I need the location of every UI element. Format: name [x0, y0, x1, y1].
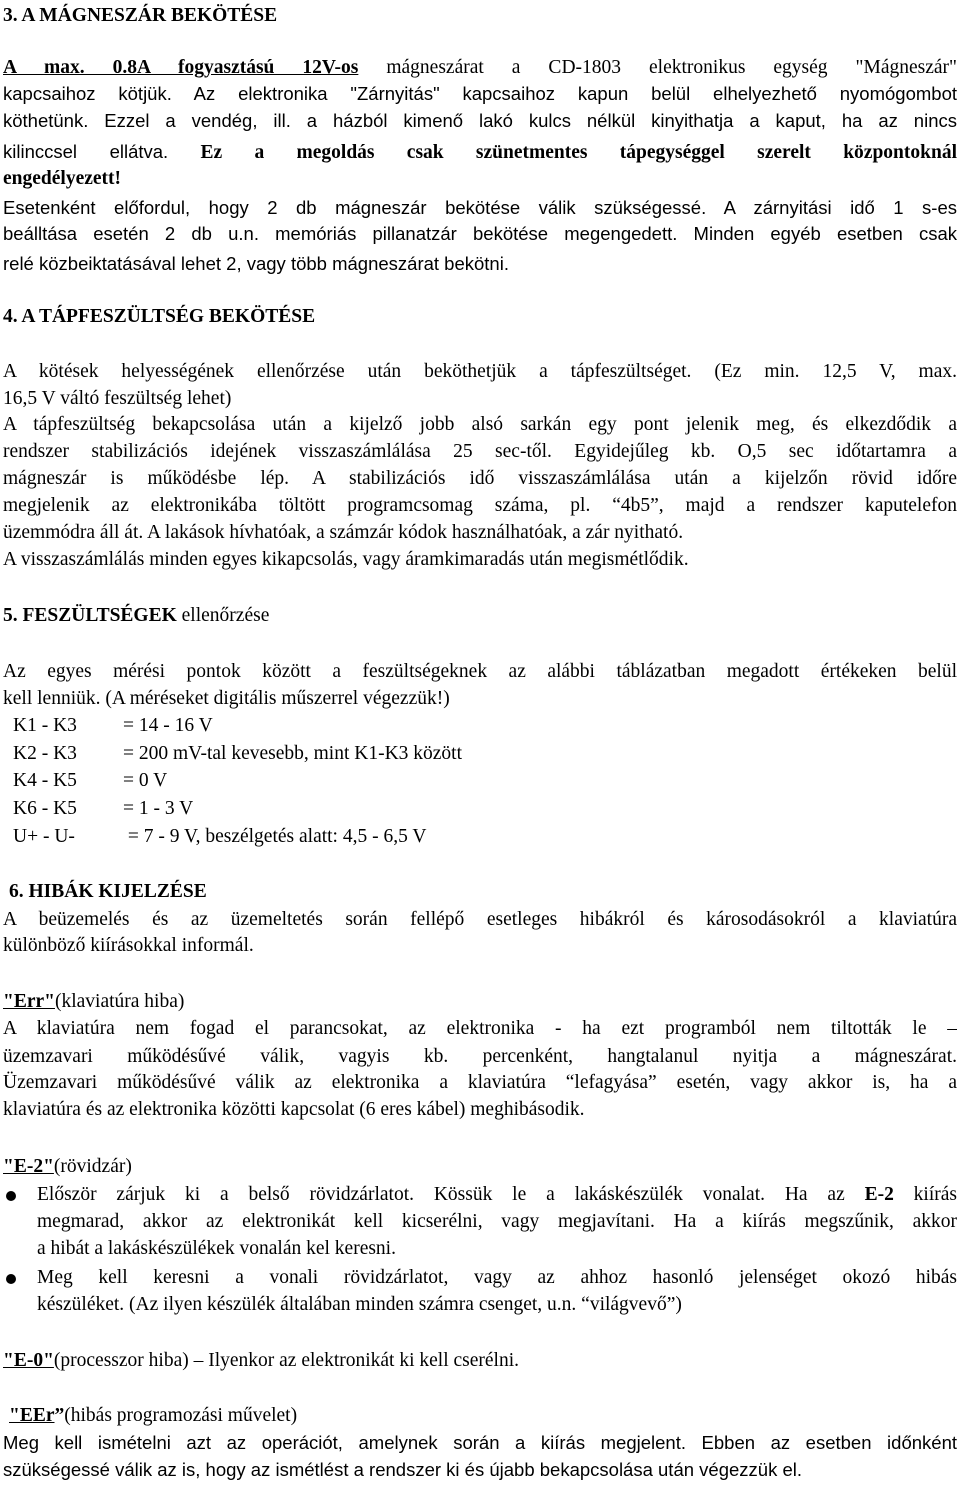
error-code: "E-2" — [3, 1156, 54, 1177]
paragraph-line: rendszer stabilizációs idejének visszaszámlálása 25 sec-től. Egyidejűleg kb. O,5 sec időtartamra a — [3, 441, 957, 462]
paragraph-line: A klaviatúra nem fogad el parancsokat, az elektronika - ha ezt programból nem tiltották le – — [3, 1018, 957, 1039]
paragraph-line: Meg kell ismételni azt az operációt, amelynek során a kiírás megjelent. Ebben az esetben időnként — [3, 1432, 957, 1453]
bullet-line: a hibát a lakáskészülékek vonalán kel keresni. — [37, 1238, 396, 1259]
paragraph-line: szükségessé válik az is, hogy az ismétlést a rendszer ki és újabb bekapcsolása után végezzük el. — [3, 1459, 802, 1480]
voltage-row — [13, 713, 960, 739]
paragraph-line: Az egyes mérési pontok között a feszültségeknek az alábbi táblázatban megadott értékeken belül — [3, 661, 957, 682]
bullet-line: Meg kell keresni a vonali rövidzárlatot, vagy az ahhoz hasonló jelenséget okozó hibás — [37, 1267, 957, 1288]
section-5-heading: 5. FESZÜLTSÉGEK ellenőrzése — [3, 605, 270, 626]
warning-text: Ez a megoldás csak szünetmentes tápegységgel szerelt központoknál — [168, 142, 957, 163]
paragraph-line: Üzemzavari működésűvé válik az elektronika a klaviatúra “lefagyása” esetén, vagy akkor is, ha a — [3, 1072, 957, 1093]
bullet-icon — [6, 1191, 16, 1201]
error-e2-heading: "E-2"(rövidzár) — [3, 1156, 132, 1177]
paragraph-line: mágneszár is működésbe lép. A stabilizációs idő visszaszámlálása után a kijelzőn rövid időre — [3, 468, 957, 489]
paragraph-line: üzemmódra áll át. A lakások hívhatóak, a számzár kódok használhatóak, a zár nyitható. — [3, 522, 684, 543]
measure-points: K6 - K5 — [13, 798, 77, 819]
paragraph-line: beálltása esetén 2 db u.n. memóriás pillanatzár bekötése megengedett. Minden egyéb esetben csak — [3, 223, 957, 244]
voltage-value: = 1 - 3 V — [123, 798, 194, 819]
error-code: "E-0" — [3, 1350, 54, 1371]
warning-text: engedélyezett! — [3, 168, 122, 189]
paragraph-line: köthetünk. Ezzel a vendég, ill. a házból kimenő lakó kulcs nélkül kinyithatja a kaput, ha az nincs — [3, 110, 957, 131]
error-eer-heading: "EEr”(hibás programozási művelet) — [9, 1405, 298, 1426]
bullet-icon — [6, 1274, 16, 1284]
paragraph-line: megjelenik az elektronikába töltött programcsomag száma, pl. “4b5”, majd a rendszer kaputelefon — [3, 495, 957, 516]
measure-points: U+ - U- — [13, 826, 75, 847]
paragraph-line: különböző kiírásokkal informál. — [3, 935, 254, 956]
voltage-value: = 7 - 9 V, beszélgetés alatt: 4,5 - 6,5 V — [123, 826, 427, 847]
voltage-row — [13, 741, 960, 767]
paragraph-line: A tápfeszültség bekapcsolása után a kijelző jobb alsó sarkán egy pont jelenik meg, és elkezdődik a — [3, 414, 957, 435]
paragraph-line: A max. 0.8A fogyasztású 12V-os mágneszárat a CD-1803 elektronikus egység "Mágneszár" — [3, 57, 957, 78]
paragraph-line: A kötések helyességének ellenőrzése után beköthetjük a tápfeszültséget. (Ez min. 12,5 V, max. — [3, 361, 957, 382]
voltage-row — [13, 824, 960, 850]
section-4-heading: 4. A TÁPFESZÜLTSÉG BEKÖTÉSE — [3, 306, 316, 327]
paragraph-line: üzemzavari működésűvé válik, vagyis kb. percenként, hangtalanul nyitja a mágneszárat. — [3, 1046, 957, 1067]
paragraph-line: Esetenként előfordul, hogy 2 db mágneszár bekötése válik szükségessé. A zárnyitási idő 1 s-es — [3, 197, 957, 218]
error-code: "EEr — [9, 1405, 55, 1426]
section-6-heading: 6. HIBÁK KIJELZÉSE — [9, 881, 207, 902]
paragraph-line: klaviatúra és az elektronika közötti kapcsolat (6 eres kábel) meghibásodik. — [3, 1099, 585, 1120]
magnet-spec: A max. 0.8A fogyasztású 12V-os — [3, 57, 359, 78]
voltage-row — [13, 796, 960, 822]
bullet-line: készüléket. (Az ilyen készülék általában minden számra csenget, u.n. “világvevő”) — [37, 1294, 682, 1315]
paragraph-line: kapcsaihoz kötjük. Az elektronika "Zárnyitás" kapcsaihoz kapun belül elhelyezhető nyomógombot — [3, 83, 957, 104]
paragraph-line: relé közbeiktatásával lehet 2, vagy több mágneszárat bekötni. — [3, 253, 509, 274]
paragraph-line: kell lenniük. (A méréseket digitális műszerrel végezzük!) — [3, 688, 450, 709]
section-3-heading: 3. A MÁGNESZÁR BEKÖTÉSE — [3, 5, 278, 26]
error-err-heading: "Err"(klaviatúra hiba) — [3, 991, 185, 1012]
measure-points: K1 - K3 — [13, 715, 77, 736]
voltage-row — [13, 768, 960, 794]
voltage-value: = 200 mV-tal kevesebb, mint K1-K3 között — [123, 743, 463, 764]
paragraph-line: A visszaszámlálás minden egyes kikapcsolás, vagy áramkimaradás után megismétlődik. — [3, 549, 689, 570]
bullet-line: Először zárjuk ki a belső rövidzárlatot. Kössük le a lakáskészülék vonalat. Ha az E-2 kiírás — [37, 1184, 957, 1205]
voltage-value: = 14 - 16 V — [123, 715, 213, 736]
measure-points: K2 - K3 — [13, 743, 77, 764]
error-e0-line: "E-0"(processzor hiba) – Ilyenkor az elektronikát ki kell cserélni. — [3, 1350, 520, 1371]
measure-points: K4 - K5 — [13, 770, 77, 791]
paragraph-line: 16,5 V váltó feszültség lehet) — [3, 388, 232, 409]
voltage-value: = 0 V — [123, 770, 168, 791]
bullet-line: megmarad, akkor az elektronikát kell kicserélni, vagy megjavítani. Ha a kiírás megszűnik, akkor — [37, 1211, 957, 1232]
paragraph-line: A beüzemelés és az üzemeltetés során fellépő esetleges hibákról és károsodásokról a klaviatúra — [3, 909, 957, 930]
paragraph-line: kilinccsel ellátva. Ez a megoldás csak szünetmentes tápegységgel szerelt központoknál — [3, 141, 957, 163]
error-code: "Err" — [3, 991, 55, 1012]
